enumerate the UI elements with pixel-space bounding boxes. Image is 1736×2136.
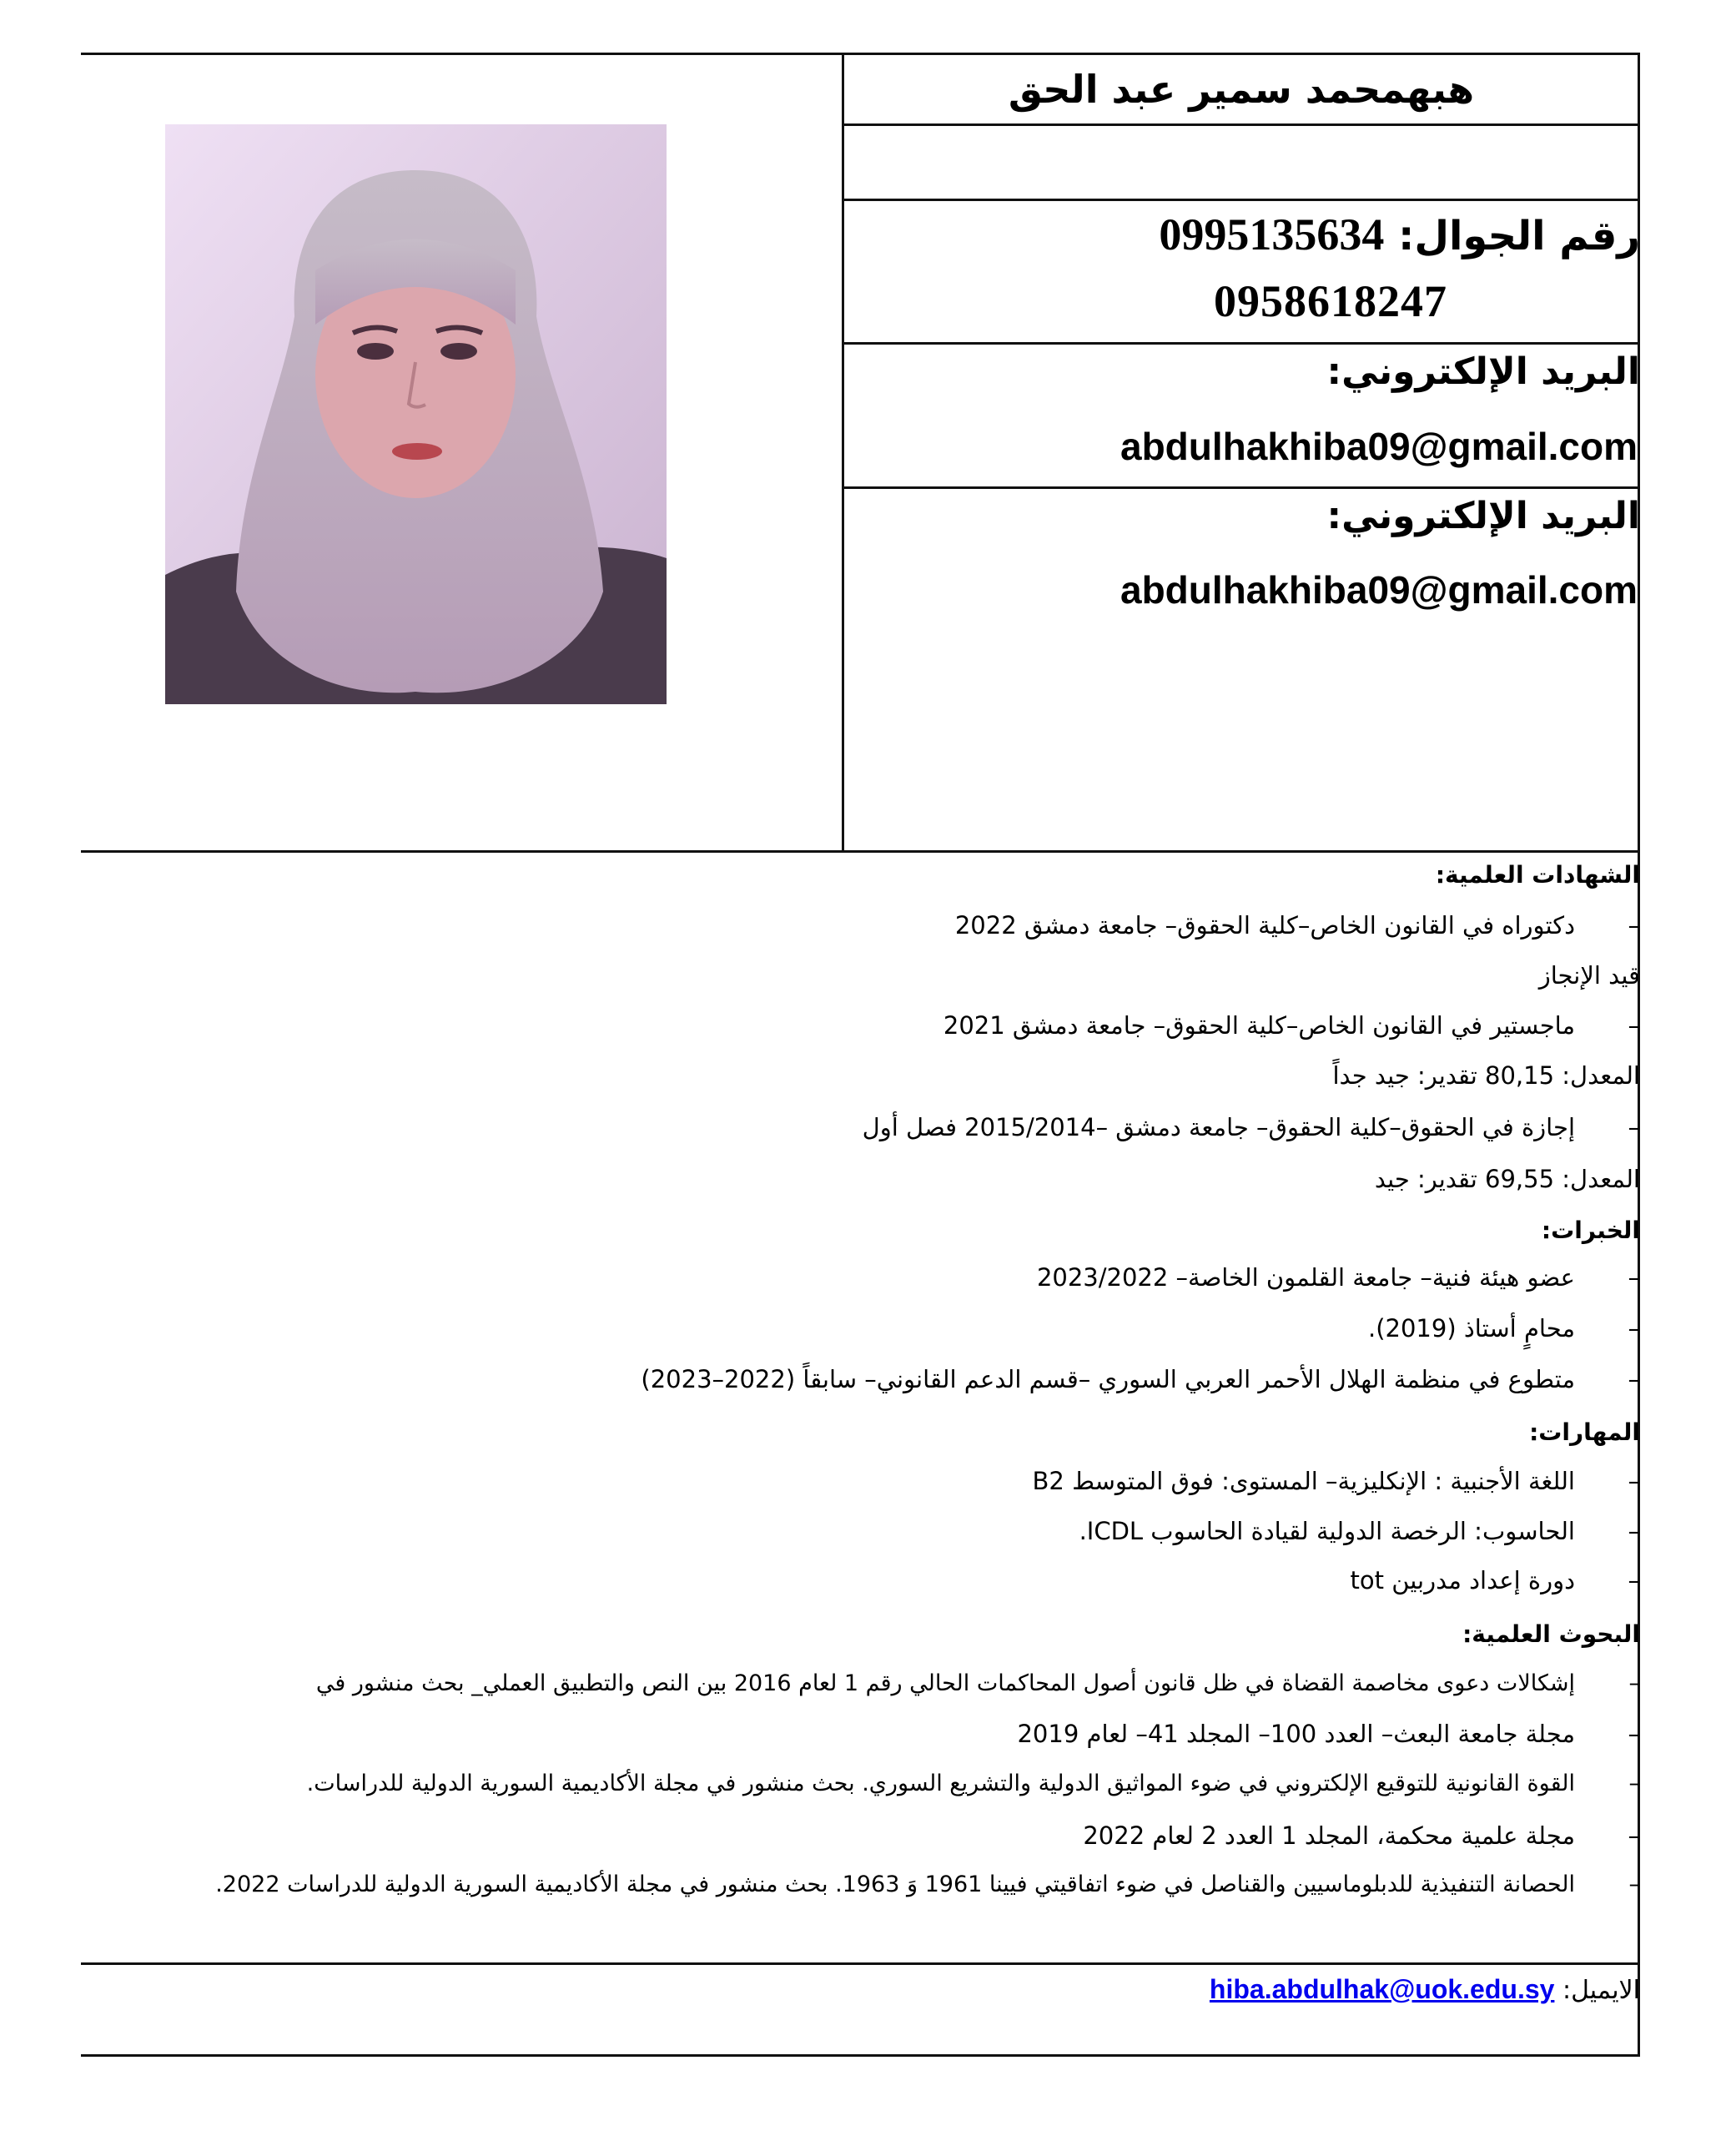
- list-item: –القوة القانونية للتوقيع الإلكتروني في ضوء المواثيق الدولية والتشريع السوري. بحث منشور في مجلة الأكاديمية السورية الدولية للدراسات.: [306, 1771, 1640, 1796]
- row-divider: [842, 486, 1640, 489]
- email-label: البريد الإلكتروني:: [1326, 350, 1640, 393]
- row-divider: [842, 199, 1640, 201]
- list-item: –عضو هيئة فنية– جامعة القلمون الخاصة– 2023/2022: [1036, 1263, 1640, 1292]
- phone-number-2: 0958618247: [1214, 276, 1447, 326]
- phone-number-1: 0995135634: [1159, 209, 1385, 259]
- email-label: البريد الإلكتروني:: [1326, 495, 1640, 537]
- list-note: قيد الإنجاز: [1538, 961, 1640, 990]
- list-item: –ماجستير في القانون الخاص–كلية الحقوق– جامعة دمشق 2021: [943, 1011, 1640, 1040]
- grade-line: المعدل: 80,15 تقدير: جيد جداً: [1332, 1061, 1640, 1090]
- footer-top-border: [81, 1962, 1640, 1965]
- phone-label: رقم الجوال:: [1398, 213, 1640, 259]
- table-section-border: [81, 850, 1640, 853]
- column-divider: [842, 53, 844, 853]
- phone-row: [1159, 209, 1640, 260]
- footer-email-link[interactable]: hiba.abdulhak@uok.edu.sy: [1209, 1974, 1555, 2004]
- section-title-research: البحوث العلمية:: [1462, 1620, 1640, 1648]
- full-name: هبهمحمد سمير عبد الحق: [1008, 67, 1475, 112]
- list-item: –اللغة الأجنبية : الإنكليزية– المستوى: فوق المتوسط B2: [1032, 1467, 1640, 1495]
- email-value: abdulhakhiba09@gmail.com: [1120, 425, 1638, 468]
- profile-photo: [165, 124, 667, 704]
- list-item: –مجلة جامعة البعث– العدد 100– المجلد 41– لعام 2019: [1017, 1720, 1640, 1748]
- list-item: –إجازة في الحقوق–كلية الحقوق– جامعة دمشق –2015/2014 فصل أول: [862, 1113, 1640, 1141]
- grade-line: المعدل: 69,55 تقدير: جيد: [1374, 1165, 1640, 1193]
- list-item: –دكتوراه في القانون الخاص–كلية الحقوق– جامعة دمشق 2022: [954, 911, 1640, 940]
- list-item: –محامٍ أستاذ (2019).: [1367, 1314, 1640, 1343]
- list-item: –دورة إعداد مدربين tot: [1350, 1566, 1640, 1594]
- list-item: –متطوع في منظمة الهلال الأحمر العربي السوري –قسم الدعم القانوني– سابقاً (2022–2023): [641, 1365, 1640, 1393]
- list-item: –الحصانة التنفيذية للدبلوماسيين والقناصل في ضوء اتفاقيتي فيينا 1961 وَ 1963. بحث منشور في مجلة الأكاديمية السورية الدولية للدراسات 2022.: [215, 1872, 1640, 1897]
- section-title-certificates: الشهادات العلمية:: [1435, 861, 1640, 889]
- list-item: –مجلة علمية محكمة، المجلد 1 العدد 2 لعام 2022: [1083, 1821, 1640, 1850]
- section-title-experience: الخبرات:: [1541, 1217, 1640, 1244]
- list-item: –إشكالات دعوى مخاصمة القضاة في ظل قانون أصول المحاكمات الحالي رقم 1 لعام 2016 بين النص والتطبيق العملي_ بحث منشور في: [315, 1670, 1640, 1696]
- email-value: abdulhakhiba09@gmail.com: [1120, 568, 1638, 612]
- portrait-photo-icon: [165, 124, 667, 704]
- section-title-skills: المهارات:: [1529, 1418, 1640, 1446]
- list-item: –الحاسوب: الرخصة الدولية لقيادة الحاسوب ICDL.: [1079, 1517, 1640, 1545]
- row-divider: [842, 342, 1640, 345]
- footer-email: [1210, 1974, 1640, 2005]
- footer-bottom-border: [81, 2054, 1640, 2057]
- footer-email-label: الايميل:: [1562, 1976, 1640, 2005]
